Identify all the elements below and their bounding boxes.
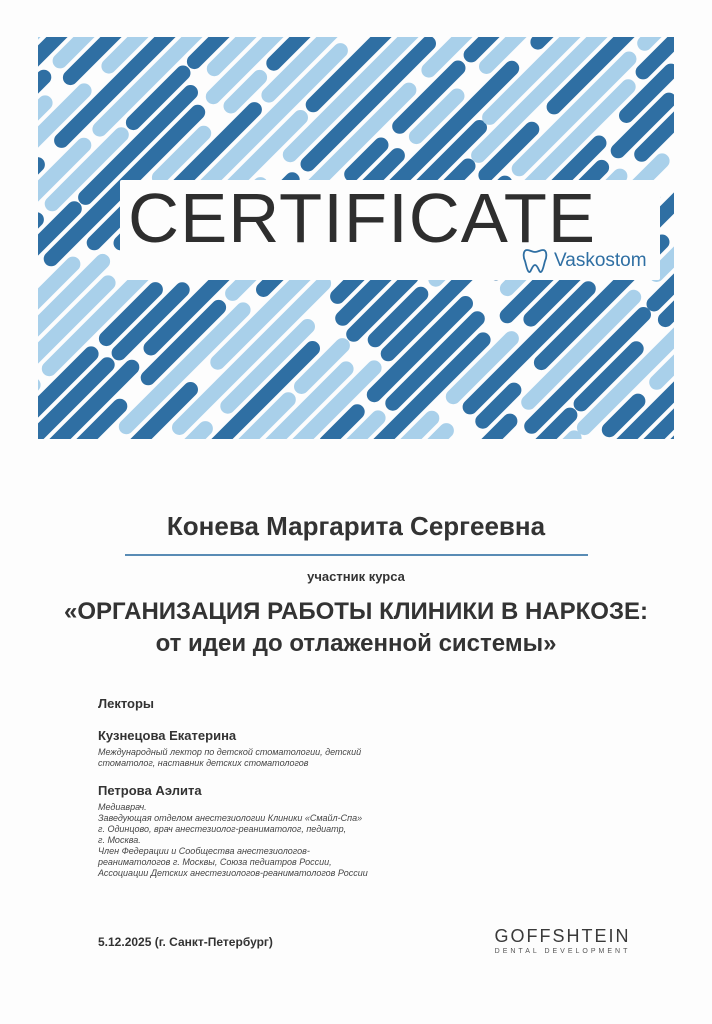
lecturers-heading: Лекторы xyxy=(98,696,155,711)
lecturer-name: Кузнецова Екатерина xyxy=(98,728,237,743)
partner-name: GOFFSHTEIN xyxy=(494,926,631,946)
course-title-line-2: от идеи до отлаженной системы» xyxy=(155,630,557,657)
lecturer-description: Медиаврач. Заведующая отделом анестезиологии Клиники «Смайл-Спа» г. Одинцово, врач анестезиолог-реаниматолог, педиатр, г. Москва. Член Федерации и Сообщества анестезиологов- реаниматологов г. Москвы, Союза педиатров России, Ассоциации Детских анестезиологов-реаниматологов России xyxy=(98,802,368,878)
lecturer-item xyxy=(98,783,418,879)
lecturer-item xyxy=(98,728,418,769)
course-title xyxy=(0,596,712,660)
issue-date: 5.12.2025 (г. Санкт-Петербург) xyxy=(98,935,273,949)
lecturer-description: Международный лектор по детской стоматологии, детский стоматолог, наставник детских стоматологов xyxy=(98,747,362,768)
course-title-line-1: «ОРГАНИЗАЦИЯ РАБОТЫ КЛИНИКИ В НАРКОЗЕ: xyxy=(64,598,648,625)
tooth-icon xyxy=(522,247,548,275)
lecturers-section xyxy=(98,696,418,893)
partner-subtitle: DENTAL DEVELOPMENT xyxy=(494,948,631,955)
brand-logo xyxy=(522,247,647,275)
partner-logo xyxy=(480,926,645,955)
lecturer-name: Петрова Аэлита xyxy=(98,783,202,798)
participant-label: участник курса xyxy=(307,569,405,584)
recipient-underline xyxy=(125,554,588,556)
certificate-title: CERTIFICATE xyxy=(128,179,597,257)
recipient-name: Конева Маргарита Сергеевна xyxy=(166,511,546,541)
brand-name: Vaskostom xyxy=(554,250,647,271)
